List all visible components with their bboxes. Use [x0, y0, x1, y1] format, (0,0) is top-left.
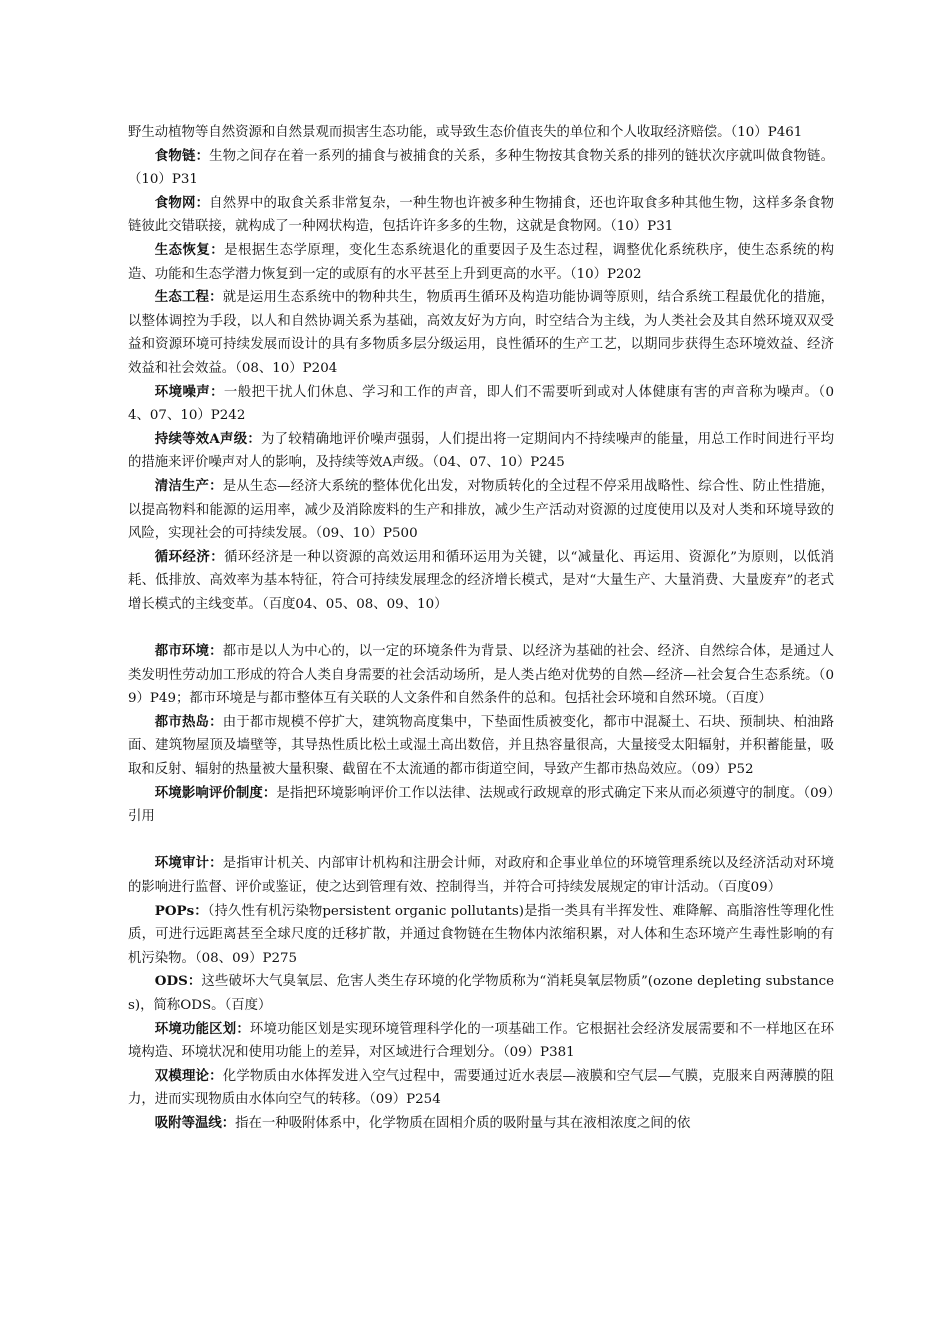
paragraph-environmental-audit — [128, 852, 834, 899]
paragraph-eco-restoration — [128, 239, 834, 286]
paragraph-pops — [128, 900, 834, 971]
document-page — [128, 121, 834, 1136]
definition: 循环经济是一种以资源的高效运用和循环运用为关键，以“减量化、再运用、资源化”为原则，以低消耗、低排放、高效率为基本特征，符合可持续发展理念的经济增长模式，是对“大量生产、大量消费、大量废弃”的老式增长模式的主线变革。（百度04、05、08、09、10） — [128, 549, 834, 612]
term: 环境功能区划 — [154, 1020, 237, 1037]
paragraph-food-chain — [128, 145, 834, 192]
paragraph-clean-production — [128, 475, 834, 546]
definition: 生物之间存在着一系列的捕食与被捕食的关系，多种生物按其食物关系的排列的链状次序就叫做食物链。（10）P31 — [128, 148, 835, 188]
paragraph-urban-environment — [128, 640, 834, 711]
definition: 化学物质由水体挥发进入空气过程中，需要通过近水表层—液膜和空气层—气膜，克服来自两薄膜的阻力，进而实现物质由水体向空气的转移。（09）P254 — [128, 1068, 835, 1108]
paragraph-circular-economy — [128, 546, 834, 617]
paragraph-function-zoning — [128, 1018, 834, 1065]
term: 循环经济 — [154, 548, 211, 565]
term: 环境影响评价制度 — [154, 784, 263, 801]
separator: ： — [247, 430, 261, 447]
paragraph-leq — [128, 428, 834, 475]
paragraph-urban-heat-island — [128, 711, 834, 782]
definition: 就是运用生态系统中的物种共生，物质再生循环及构造功能协调等原则，结合系统工程最优化的措施，以整体调控为手段，以人和自然协调关系为基础，高效友好为方向，时空结合为主线，为人类社会及其自然环境双双受益和资源环境可持续发展而设计的具有多物质多层分级运用，良性循环的生产工艺，以期同步获得生态环境效益、经济效益和社会效益。（08、10）P204 — [128, 290, 835, 376]
blank-line — [128, 829, 834, 853]
paragraph-eia-system — [128, 782, 834, 829]
definition: 是从生态—经济大系统的整体优化出发，对物质转化的全过程不停采用战略性、综合性、防止性措施，以提高物料和能源的运用率，减少及消除废料的生产和排放，减少生产活动对资源的过度使用以及对人类和环境导致的风险，实现社会的可持续发展。（09、10）P500 — [128, 478, 835, 542]
separator: ： — [209, 713, 223, 730]
separator: ： — [194, 902, 208, 919]
separator: ： — [195, 194, 210, 211]
separator: ： — [209, 1067, 223, 1084]
term: 清洁生产 — [154, 477, 210, 494]
definition: 都市是以人为中心的，以一定的环境条件为背景、以经济为基础的社会、经济、自然综合体，是通过人类发明性劳动加工形成的符合人类自身需要的社会活动场所，是人类占绝对优势的自然—经济—社会复合生态系统。（09）P49；都市环境是与都市整体互有关联的人文条件和自然条件的总和。包括社会环境和自然环境。（百度） — [128, 644, 835, 707]
paragraph-eco-engineering — [128, 286, 834, 380]
separator: ： — [236, 1020, 250, 1037]
term: 食物链 — [154, 147, 196, 164]
separator: ： — [187, 973, 202, 990]
separator: ： — [210, 241, 225, 258]
definition: 自然界中的取食关系非常复杂，一种生物也许被多种生物捕食，还也许取食多种其他生物，这样多条食物链彼此交错联接，就构成了一种网状构造，包括许许多多的生物，这就是食物网。（10）P31 — [128, 195, 835, 235]
paragraph-food-web — [128, 192, 834, 239]
definition: （持久性有机污染物persistent organic pollutants)是指一类具有半挥发性、难降解、高脂溶性等理化性质，可进行远距离甚至全球尺度的迁移扩散，并通过食物链在生物体内浓缩积累，对人体和生态环境产生毒性影响的有机污染物。（08、09）P275 — [128, 903, 835, 966]
term: 环境噪声 — [154, 383, 211, 400]
paragraph-ods — [128, 970, 834, 1017]
term: 生态工程 — [154, 289, 210, 306]
paragraph-text: 野生动植物等自然资源和自然景观而损害生态功能，或导致生态价值丧失的单位和个人收取经济赔偿。（10）P461 — [128, 125, 803, 140]
definition: 是指把环境影响评价工作以法律、法规或行政规章的形式确定下来从而必须遵守的制度。（09）引用 — [128, 785, 835, 825]
definition: 一般把干扰人们休息、学习和工作的声音，即人们不需要听到或对人体健康有害的声音称为噪声。（04、07、10）P242 — [128, 384, 834, 424]
separator: ： — [209, 855, 223, 872]
paragraph-noise — [128, 381, 834, 428]
definition: 环境功能区划是实现环境管理科学化的一项基础工作。它根据社会经济发展需要和不一样地区在环境构造、环境状况和使用功能上的差异，对区域进行合理划分。（09）P381 — [128, 1021, 835, 1061]
separator: ： — [209, 289, 223, 306]
term: 环境审计 — [154, 855, 210, 872]
term: POPs — [154, 902, 195, 919]
paragraph-two-film-theory — [128, 1065, 834, 1112]
term: ODS — [154, 973, 188, 990]
blank-line — [128, 616, 834, 640]
definition: 指在一种吸附体系中，化学物质在固相介质的吸附量与其在液相浓度之间的依 — [235, 1115, 691, 1131]
separator: ： — [221, 1114, 236, 1131]
term: 食物网 — [154, 194, 196, 211]
definition: 这些破坏大气臭氧层、危害人类生存环境的化学物质称为“消耗臭氧层物质”(ozone depleting substances)，简称ODS。（百度） — [128, 974, 834, 1013]
term: 双模理论 — [154, 1067, 210, 1084]
separator: ： — [209, 477, 223, 494]
definition: 是根据生态学原理，变化生态系统退化的重要因子及生态过程，调整优化系统秩序，使生态系统的构造、功能和生态学潜力恢复到一定的或原有的水平甚至上升到更高的水平。（10）P202 — [128, 242, 835, 282]
paragraph-continued — [128, 121, 834, 145]
term: 持续等效A声级 — [154, 430, 248, 447]
definition: 为了较精确地评价噪声强弱，人们提出将一定期间内不持续噪声的能量，用总工作时间进行平均的措施来评价噪声对人的影响，及持续等效A声级。（04、07、10）P245 — [128, 431, 835, 471]
separator: ： — [195, 147, 210, 164]
separator: ： — [210, 548, 225, 565]
separator: ： — [209, 643, 223, 660]
separator: ： — [210, 383, 224, 400]
definition: 是指审计机关、内部审计机构和注册会计师，对政府和企事业单位的环境管理系统以及经济活动对环境的影响进行监督、评价或鉴证，使之达到管理有效、控制得当，并符合可持续发展规定的审计活动。（百度09） — [128, 856, 835, 895]
term: 都市热岛 — [154, 713, 210, 730]
paragraph-adsorption-isotherm — [128, 1112, 834, 1136]
term: 都市环境 — [154, 643, 210, 660]
separator: ： — [262, 784, 277, 801]
definition: 由于都市规模不停扩大，建筑物高度集中，下垫面性质被变化，都市中混凝土、石块、预制块、柏油路面、建筑物屋顶及墙壁等，其导热性质比松土或湿土高出数倍，并且热容量很高，大量接受太阳辐射，并积蓄能量，吸取和反射、辐射的热量被大量积聚、截留在不太流通的都市街道空间，导致产生都市热岛效应。（09）P52 — [128, 714, 835, 778]
term: 吸附等温线 — [154, 1114, 222, 1131]
term: 生态恢复 — [154, 241, 211, 258]
